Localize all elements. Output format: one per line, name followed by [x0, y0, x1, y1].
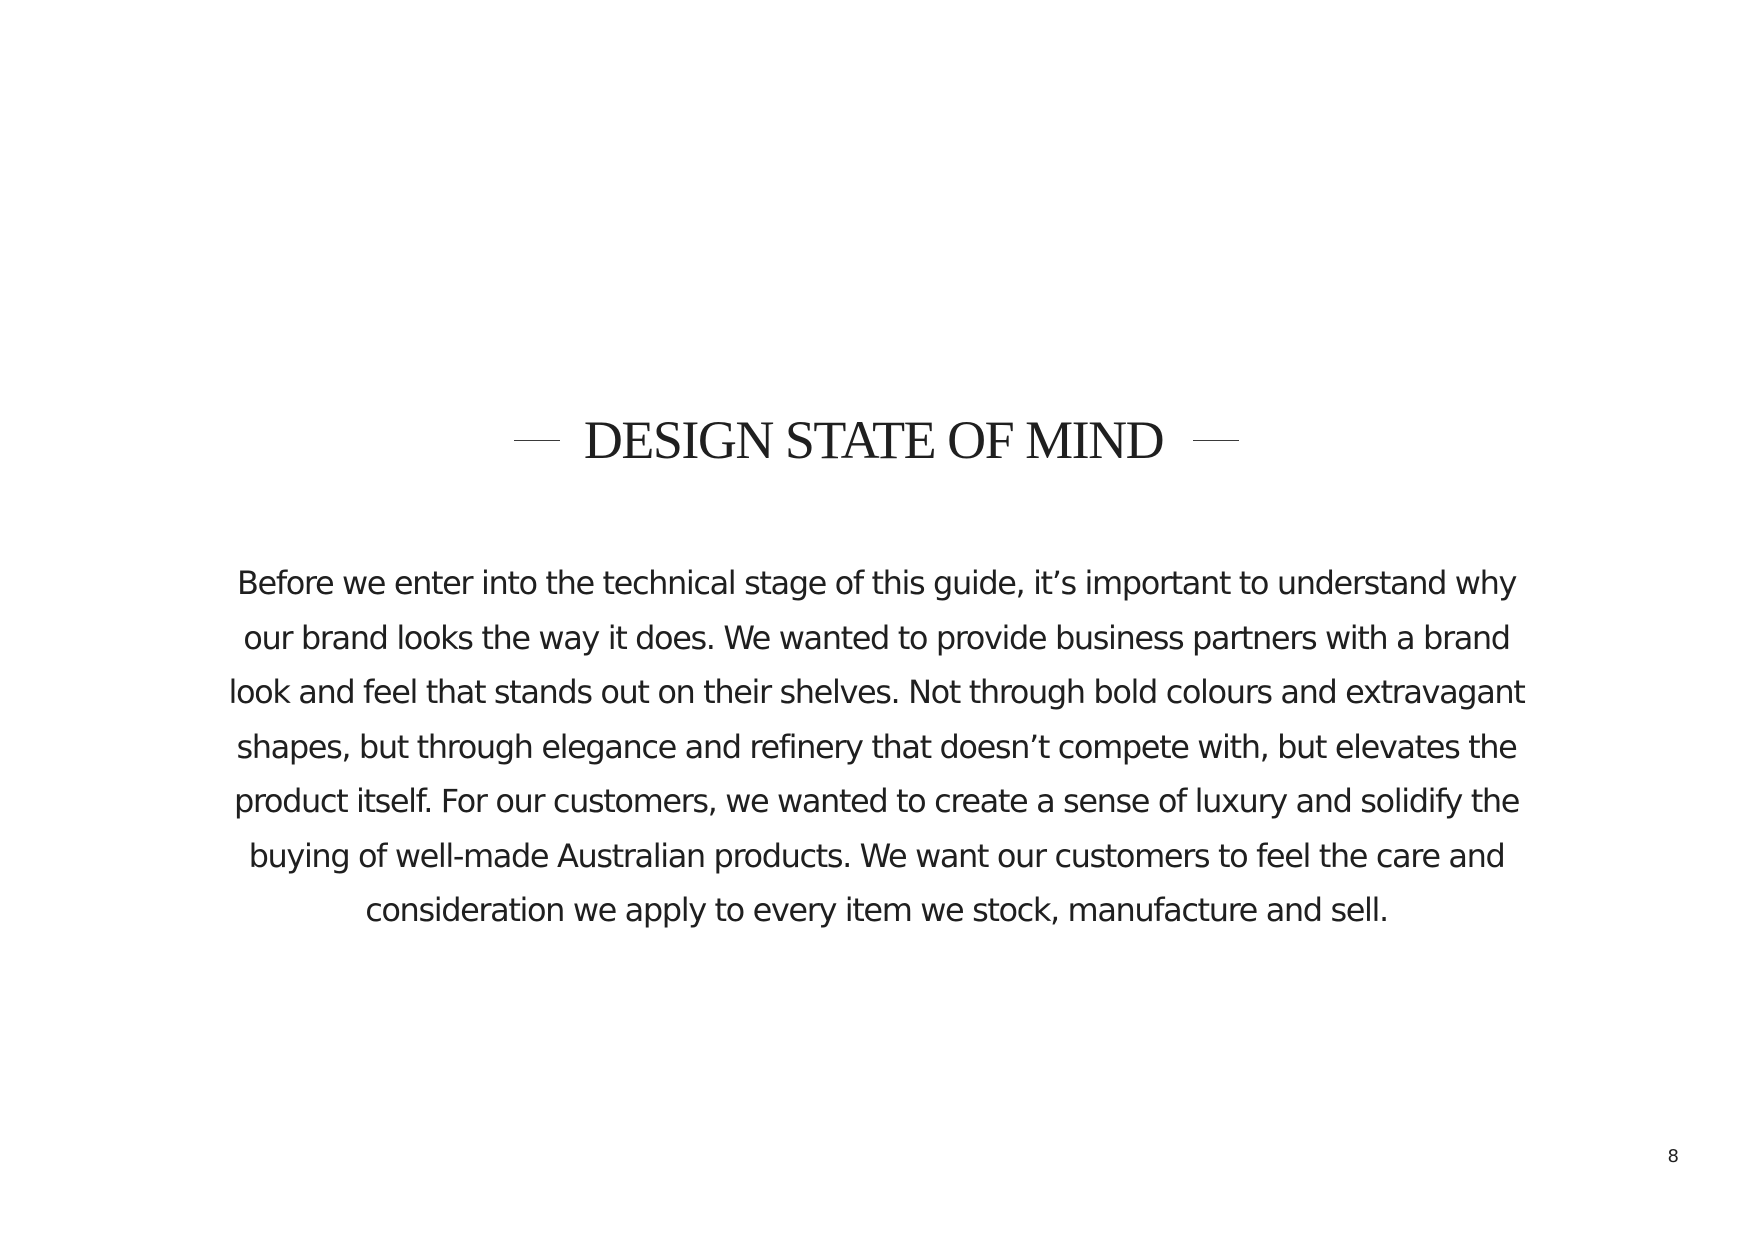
- body-line: shapes, but through elegance and refinery that doesn’t compete with, but elevates the: [236, 727, 1517, 766]
- body-line: consideration we apply to every item we stock, manufacture and sell.: [365, 891, 1388, 929]
- heading-row: [0, 405, 1753, 475]
- body-paragraph: [226, 556, 1527, 938]
- body-line: product itself. For our customers, we wanted to create a sense of luxury and solidify the: [233, 782, 1520, 820]
- body-line: buying of well-made Australian products. We want our customers to feel the care and: [248, 836, 1505, 875]
- right-decorative-dash: [1193, 440, 1239, 441]
- body-line: Before we enter into the technical stage of this guide, it’s important to understand why: [237, 564, 1516, 602]
- left-decorative-dash: [514, 440, 560, 441]
- body-line: look and feel that stands out on their shelves. Not through bold colours and extravagant: [228, 673, 1525, 711]
- page-heading: DESIGN STATE OF MIND: [583, 410, 1164, 470]
- page-number: 8: [1667, 1146, 1679, 1167]
- body-line: our brand looks the way it does. We wanted to provide business partners with a brand: [243, 618, 1510, 657]
